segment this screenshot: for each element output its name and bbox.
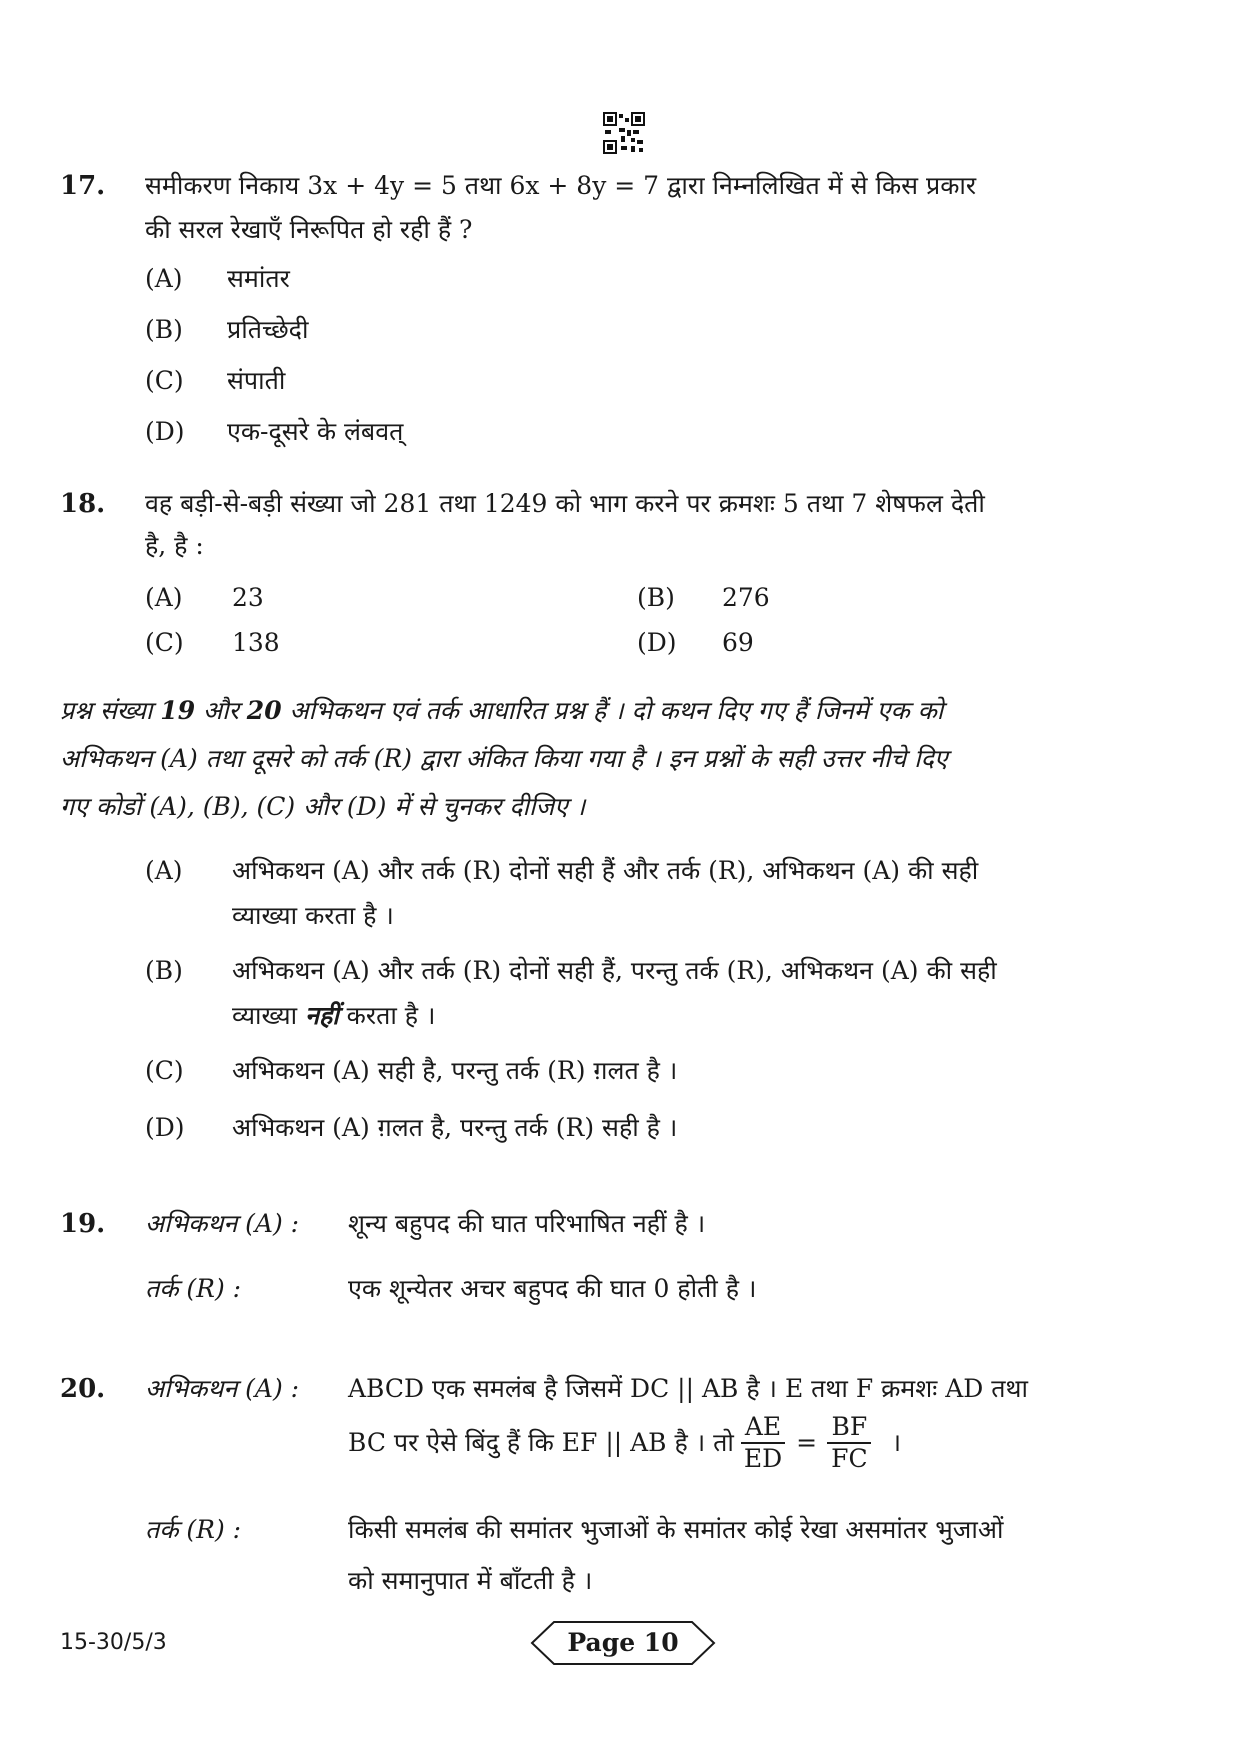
q17-option-c-text: संपाती	[227, 366, 286, 395]
instructions-line1-part3: अभिकथन एवं तर्क आधारित प्रश्न हैं । दो कथन दिए गए हैं जिनमें एक को	[281, 696, 944, 725]
fraction-bf-numerator: BF	[827, 1412, 871, 1444]
q20-reason-label: तर्क (R) :	[145, 1515, 242, 1544]
code-b-line2-post: करता है ।	[338, 1001, 436, 1030]
q18-option-c-label: (C)	[145, 628, 184, 657]
q18-option-a-label: (A)	[145, 583, 183, 612]
q20-reason-line1: किसी समलंब की समांतर भुजाओं के समांतर कोई रेखा असमांतर भुजाओं	[348, 1515, 1004, 1544]
code-b-line2	[232, 995, 435, 1037]
q17-option-a-label: (A)	[145, 264, 183, 293]
instructions-line1-part2: और	[195, 696, 247, 725]
q20-reason-line2: को समानुपात में बाँटती है ।	[348, 1566, 593, 1595]
code-c-line1: अभिकथन (A) सही है, परन्तु तर्क (R) ग़लत है ।	[232, 1056, 678, 1085]
q17-option-b-text: प्रतिच्छेदी	[227, 315, 309, 344]
q17-text-line2: की सरल रेखाएँ निरूपित हो रही हैं ?	[145, 215, 473, 244]
q17-option-a-text: समांतर	[227, 264, 290, 293]
q17-text-line1: समीकरण निकाय 3x + 4y = 5 तथा 6x + 8y = 7 द्वारा निम्नलिखित में से किस प्रकार	[145, 171, 977, 200]
fraction-ed-denominator: ED	[743, 1444, 783, 1473]
fraction-bf-fc	[827, 1412, 871, 1474]
code-a-line2: व्याख्या करता है ।	[232, 901, 394, 930]
fraction-ae-ed	[740, 1412, 786, 1474]
q20-assertion-label: अभिकथन (A) :	[145, 1374, 300, 1403]
q17-option-c-label: (C)	[145, 366, 184, 395]
instructions-line2: अभिकथन (A) तथा दूसरे को तर्क (R) द्वारा अंकित किया गया है । इन प्रश्नों के सही उत्तर नीचे दिए	[60, 744, 948, 773]
q17-option-d-text: एक-दूसरे के लंबवत्	[227, 417, 404, 446]
fraction-fc-denominator: FC	[831, 1444, 868, 1473]
paper-code: 15-30/5/3	[60, 1630, 167, 1655]
instructions-line3: गए कोडों (A), (B), (C) और (D) में से चुनकर दीजिए ।	[60, 792, 586, 821]
page-number: Page 10	[567, 1628, 679, 1657]
code-a-line1: अभिकथन (A) और तर्क (R) दोनों सही हैं और तर्क (R), अभिकथन (A) की सही	[232, 856, 979, 885]
q17-number: 17.	[60, 171, 106, 201]
instructions-num-20: 20	[246, 696, 282, 725]
code-d-label: (D)	[145, 1113, 185, 1142]
q20-assertion-end: ।	[891, 1428, 902, 1457]
q18-option-a-text: 23	[232, 583, 264, 612]
code-b-line2-pre: व्याख्या	[232, 1001, 306, 1030]
q20-assertion-line2	[348, 1410, 901, 1476]
code-b-line1: अभिकथन (A) और तर्क (R) दोनों सही हैं, परन्तु तर्क (R), अभिकथन (A) की सही	[232, 956, 997, 985]
code-c-label: (C)	[145, 1056, 184, 1085]
instructions-num-19: 19	[160, 696, 196, 725]
qr-code-icon	[603, 112, 645, 154]
instructions-line1	[60, 690, 943, 732]
q19-number: 19.	[60, 1209, 106, 1239]
q19-reason-text: एक शून्येतर अचर बहुपद की घात 0 होती है ।	[348, 1274, 757, 1303]
q18-option-b-label: (B)	[637, 583, 675, 612]
equals-sign: =	[796, 1428, 818, 1457]
q19-assertion-text: शून्य बहुपद की घात परिभाषित नहीं है ।	[348, 1209, 706, 1238]
q17-option-d-label: (D)	[145, 417, 185, 446]
code-d-line1: अभिकथन (A) ग़लत है, परन्तु तर्क (R) सही है ।	[232, 1113, 678, 1142]
page-number-badge	[530, 1620, 716, 1666]
code-b-emphasis-not: नहीं	[305, 1001, 339, 1030]
q17-option-b-label: (B)	[145, 315, 183, 344]
q18-text-line2: है, है :	[145, 531, 204, 560]
code-a-label: (A)	[145, 856, 183, 885]
q19-reason-label: तर्क (R) :	[145, 1274, 242, 1303]
q18-number: 18.	[60, 489, 106, 519]
q20-assertion-line2-text: BC पर ऐसे बिंदु हैं कि EF || AB है । तो	[348, 1428, 734, 1457]
q18-text-line1: वह बड़ी-से-बड़ी संख्या जो 281 तथा 1249 को भाग करने पर क्रमशः 5 तथा 7 शेषफल देती	[145, 489, 985, 518]
q19-assertion-label: अभिकथन (A) :	[145, 1209, 300, 1238]
q20-number: 20.	[60, 1374, 106, 1404]
instructions-line1-part1: प्रश्न संख्या	[60, 696, 161, 725]
fraction-ae-numerator: AE	[741, 1412, 785, 1444]
q18-option-d-text: 69	[722, 628, 754, 657]
q18-option-b-text: 276	[722, 583, 770, 612]
code-b-label: (B)	[145, 956, 183, 985]
q18-option-c-text: 138	[232, 628, 280, 657]
q20-assertion-line1: ABCD एक समलंब है जिसमें DC || AB है । E तथा F क्रमशः AD तथा	[348, 1374, 1029, 1403]
q18-option-d-label: (D)	[637, 628, 677, 657]
